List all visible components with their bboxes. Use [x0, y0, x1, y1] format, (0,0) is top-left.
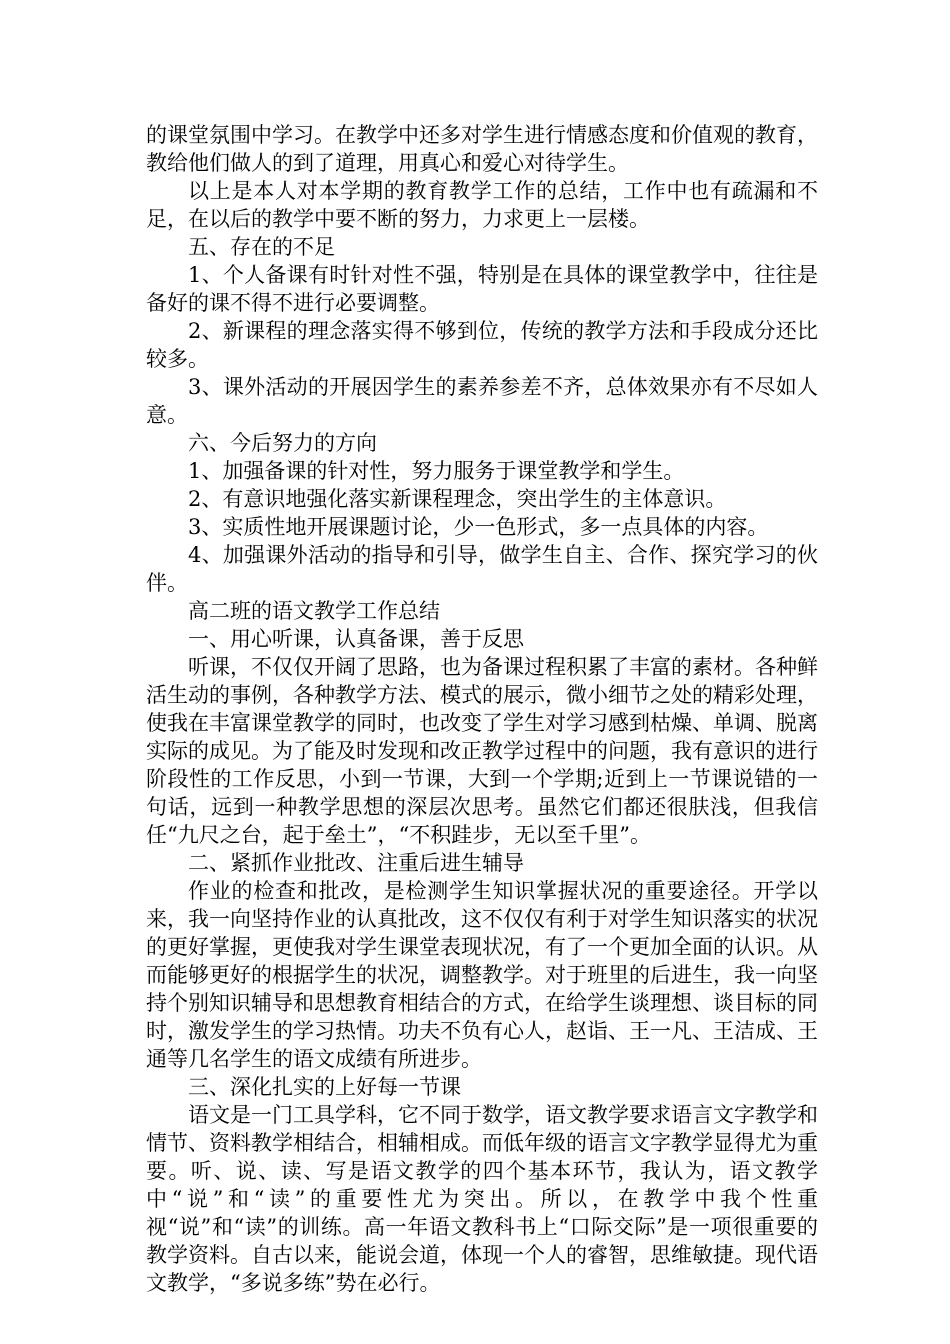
paragraph: 二、紧抓作业批改、注重后进生辅导	[188, 851, 524, 875]
paragraph: 2、新课程的理念落实得不够到位，传统的教学方法和手段成分还比较多。	[146, 319, 818, 371]
paragraph: 的课堂氛围中学习。在教学中还多对学生进行情感态度和价值观的教育，教给他们做人的到了道理，用真心和爱心对待学生。	[146, 123, 818, 175]
paragraph: 高二班的语文教学工作总结	[188, 599, 440, 623]
paragraph: 语文是一门工具学科，它不同于数学，语文教学要求语言文字教学和情节、资料教学相结合，相辅相成。而低年级的语言文字教学显得尤为重要。听、说、读、写是语文教学的四个基本环节，我认为，语文教学中“说”和“读”的重要性尤为突出。所以，在教学中我个性重视“说”和“读”的训练。高一年语文教科书上“口际交际”是一项很重要的教学资料。自古以来，能说会道，体现一个人的睿智，思维敏捷。现代语文教学，“多说多练”势在必行。	[146, 1103, 818, 1295]
paragraph: 作业的检查和批改，是检测学生知识掌握状况的重要途径。开学以来，我一向坚持作业的认真批改，这不仅仅有利于对学生知识落实的状况的更好掌握，更使我对学生课堂表现状况，有了一个更加全面的认识。从而能够更好的根据学生的状况，调整教学。对于班里的后进生，我一向坚持个别知识辅导和思想教育相结合的方式，在给学生谈理想、谈目标的同时，激发学生的学习热情。功夫不负有心人，赵诣、王一凡、王洁成、王通等几名学生的语文成绩有所进步。	[146, 879, 818, 1071]
paragraph: 4、加强课外活动的指导和引导，做学生自主、合作、探究学习的伙伴。	[146, 543, 818, 595]
paragraph: 1、加强备课的针对性，努力服务于课堂教学和学生。	[188, 459, 685, 483]
paragraph: 2、有意识地强化落实新课程理念，突出学生的主体意识。	[188, 487, 727, 511]
paragraph: 1、个人备课有时针对性不强，特别是在具体的课堂教学中，往往是备好的课不得不进行必要调整。	[146, 263, 818, 315]
paragraph: 五、存在的不足	[188, 235, 335, 259]
document-body	[146, 121, 818, 1297]
paragraph: 3、课外活动的开展因学生的素养参差不齐，总体效果亦有不尽如人意。	[146, 375, 818, 427]
paragraph: 六、今后努力的方向	[188, 431, 377, 455]
paragraph: 听课，不仅仅开阔了思路，也为备课过程积累了丰富的素材。各种鲜活生动的事例，各种教学方法、模式的展示，微小细节之处的精彩处理，使我在丰富课堂教学的同时，也改变了学生对学习感到枯燥、单调、脱离实际的成见。为了能及时发现和改正教学过程中的问题，我有意识的进行阶段性的工作反思，小到一节课，大到一个学期;近到上一节课说错的一句话，远到一种教学思想的深层次思考。虽然它们都还很肤浅，但我信任“九尺之台，起于垒土”，“不积跬步，无以至千里”。	[146, 655, 818, 847]
paragraph: 3、实质性地开展课题讨论，少一色形式，多一点具体的内容。	[188, 515, 769, 539]
paragraph: 一、用心听课，认真备课，善于反思	[188, 627, 524, 651]
paragraph: 以上是本人对本学期的教育教学工作的总结，工作中也有疏漏和不足，在以后的教学中要不断的努力，力求更上一层楼。	[146, 179, 818, 231]
paragraph: 三、深化扎实的上好每一节课	[188, 1075, 461, 1099]
